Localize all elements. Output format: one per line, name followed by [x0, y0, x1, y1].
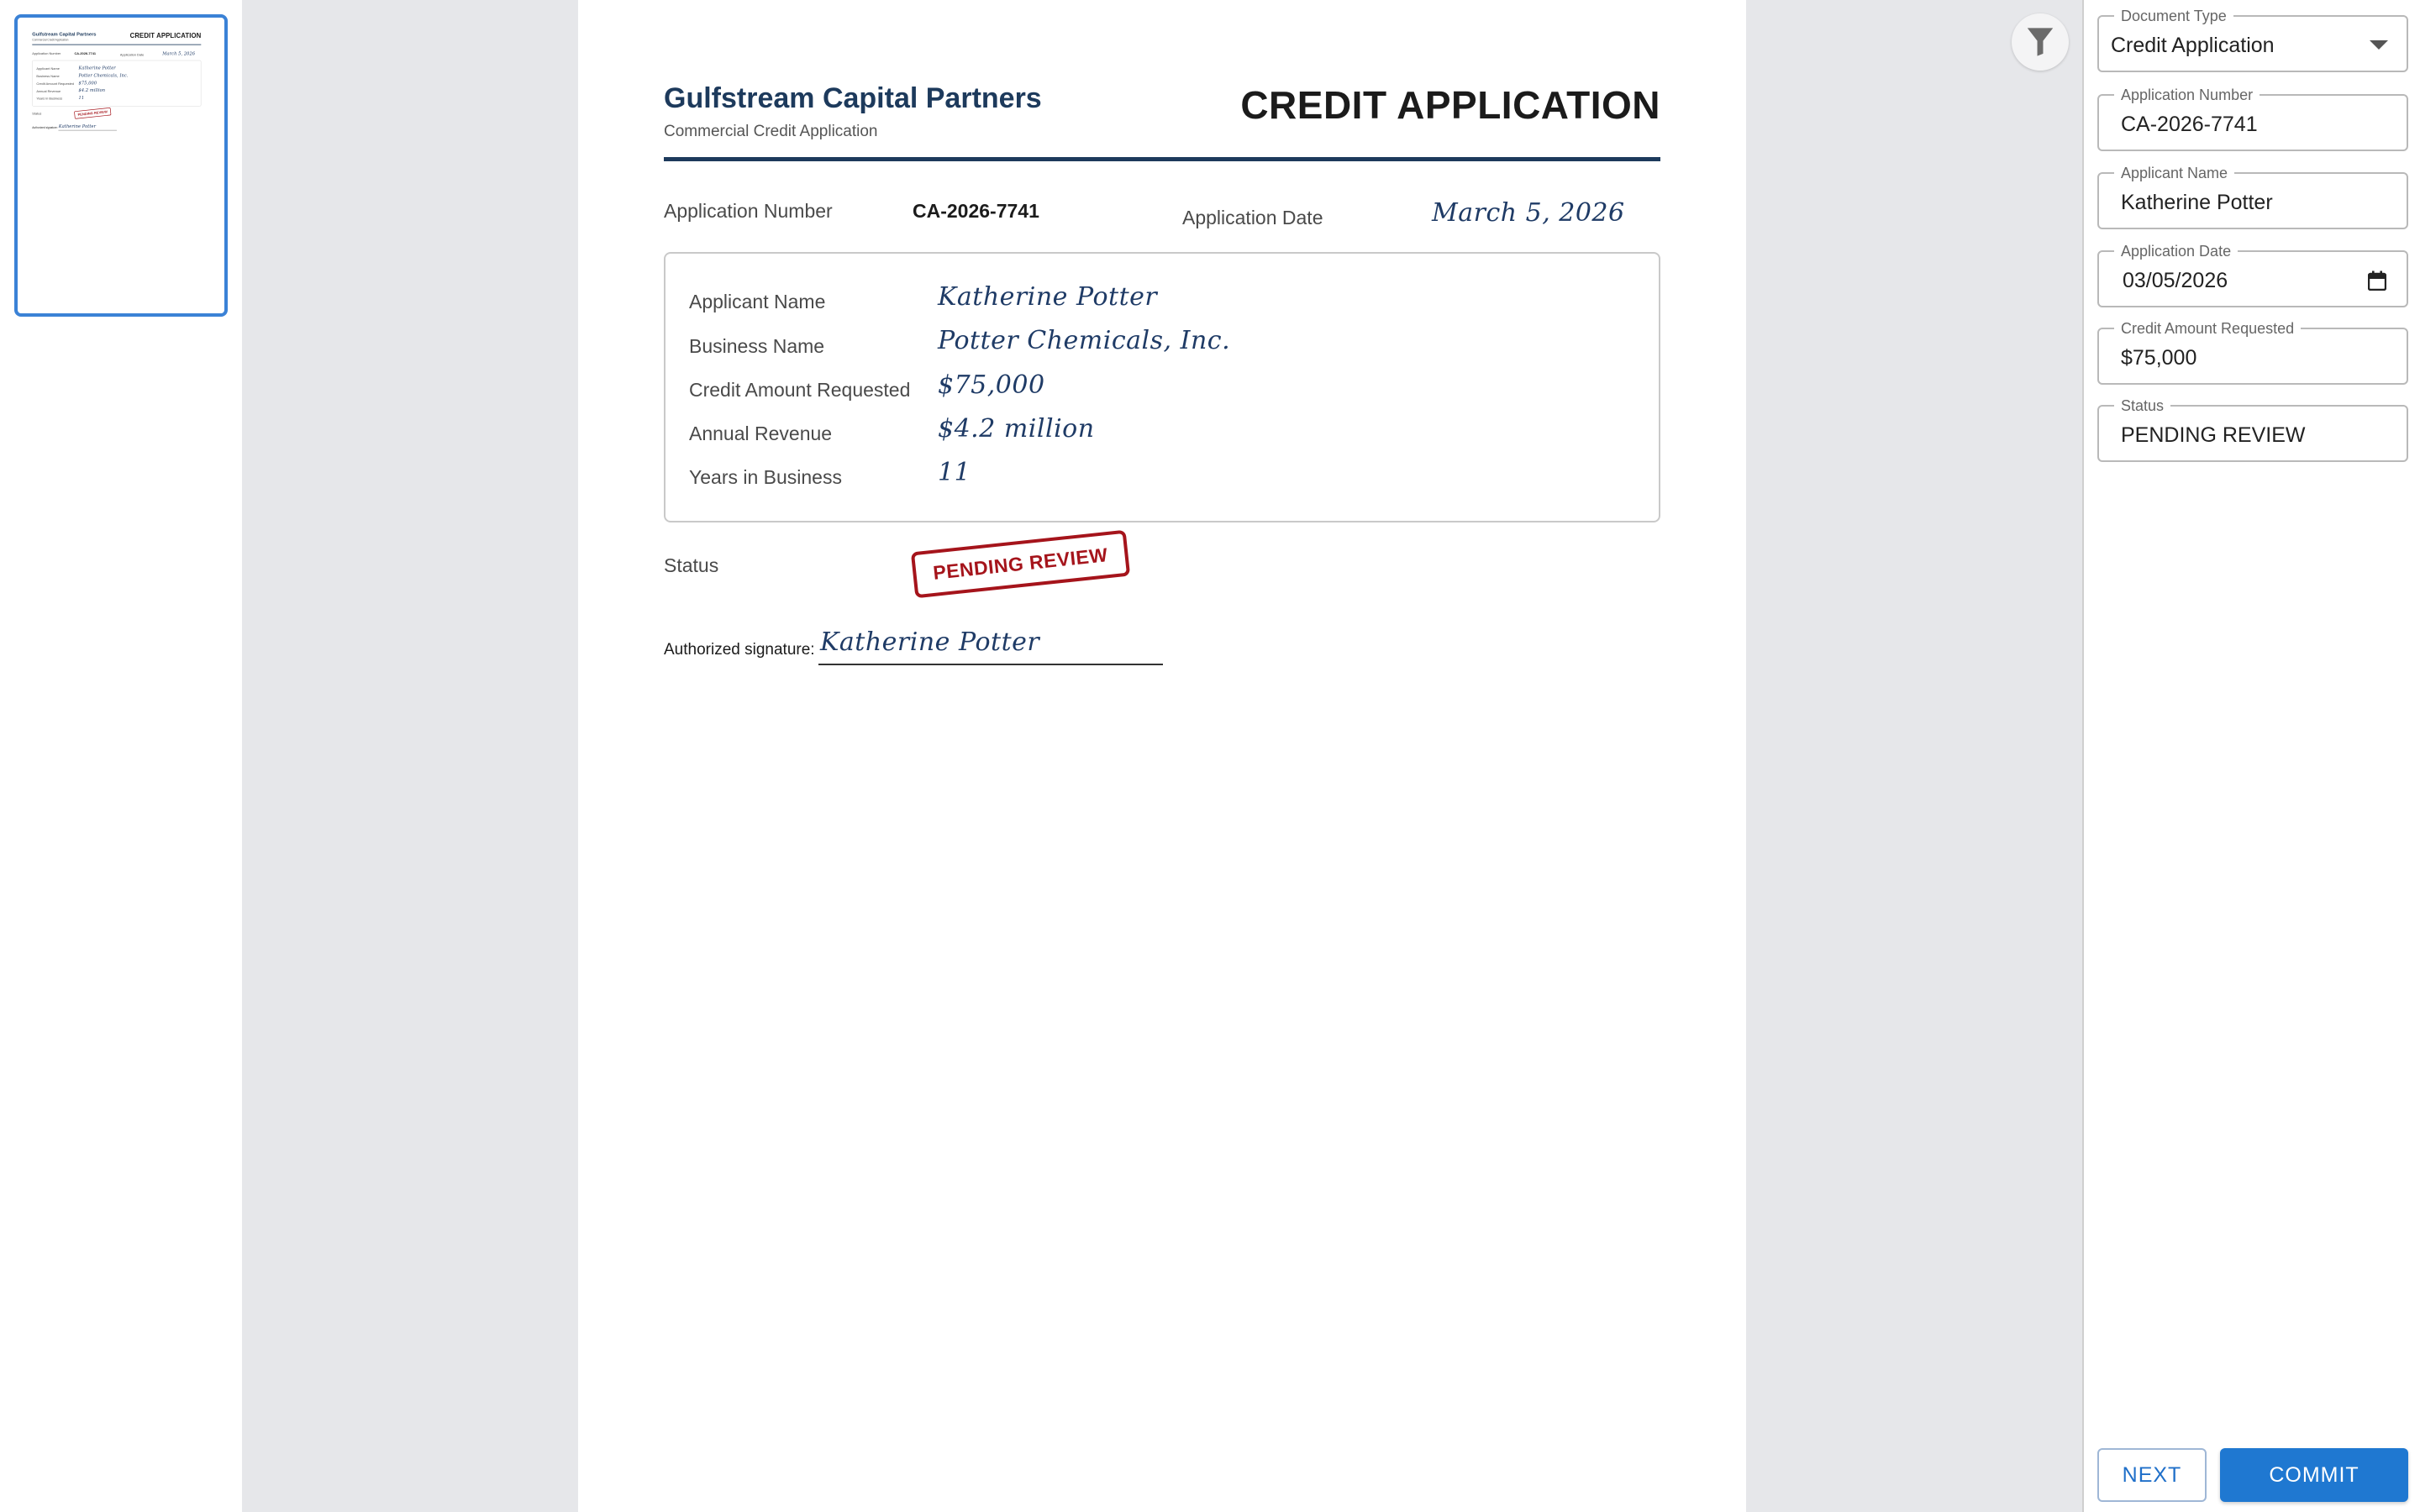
signature-line: [818, 664, 1163, 665]
thumbnail-document: [18, 18, 216, 274]
document-title: CREDIT APPLICATION: [1240, 83, 1660, 127]
application-number-value: CA-2026-7741: [913, 200, 1039, 222]
status-stamp: PENDING REVIEW: [911, 530, 1130, 599]
thumbnail-row-label: Annual Revenue: [36, 89, 61, 93]
applicant-name-value: Katherine Potter: [938, 282, 1158, 312]
signature-label: Authorized signature:: [664, 641, 815, 659]
application-date-label: Application Date: [1182, 207, 1323, 228]
applicant-name-label: Applicant Name: [689, 291, 826, 312]
thumbnail-title: CREDIT APPLICATION: [129, 31, 202, 39]
thumbnail-status-stamp: PENDING REVIEW: [74, 108, 111, 119]
page-thumbnail[interactable]: [14, 14, 228, 317]
application-number-field[interactable]: [2097, 87, 2408, 151]
thumbnail-company-name: Gulfstream Capital Partners: [32, 31, 97, 38]
thumbnail-row-label: Credit Amount Requested: [36, 81, 75, 86]
header-rule: [664, 157, 1660, 161]
thumbnail-subtitle: Commercial Credit Application: [32, 38, 69, 42]
chevron-down-icon: [2370, 40, 2388, 50]
status-field-value: PENDING REVIEW: [2121, 423, 2306, 447]
credit-amount-field[interactable]: [2097, 320, 2408, 385]
status-label: Status: [664, 554, 719, 576]
signature: Katherine Potter: [820, 627, 1040, 657]
thumbnail-row-label: Years in Business: [36, 97, 63, 101]
status-field[interactable]: [2097, 397, 2408, 462]
application-number-field-value: CA-2026-7741: [2121, 113, 2258, 136]
applicant-name-field-label: Applicant Name: [2114, 164, 2234, 182]
application-date-field-label: Application Date: [2114, 242, 2238, 260]
credit-amount-field-value: $75,000: [2121, 346, 2197, 370]
application-date-value: March 5, 2026: [1432, 198, 1625, 228]
thumbnail-row-value: 11: [78, 95, 85, 101]
thumbnail-details-box: [32, 60, 201, 107]
document-type-label: Document Type: [2114, 7, 2233, 25]
business-name-label: Business Name: [689, 335, 825, 357]
thumbnail-app-date-label: Application Date: [119, 52, 145, 57]
thumbnail-status-label: Status: [32, 111, 42, 116]
credit-amount-label: Credit Amount Requested: [689, 379, 911, 401]
thumbnail-page-preview: [18, 18, 216, 274]
document-subtitle: Commercial Credit Application: [664, 123, 878, 140]
credit-amount-field-label: Credit Amount Requested: [2114, 319, 2301, 338]
applicant-name-field-value: Katherine Potter: [2121, 191, 2273, 214]
applicant-name-field[interactable]: [2097, 165, 2408, 229]
application-number-field-label: Application Number: [2114, 86, 2260, 104]
thumbnail-app-date: March 5, 2026: [162, 51, 196, 56]
thumbnail-signature: Katherine Potter: [58, 123, 97, 129]
application-date-field-value: 03/05/2026: [2123, 269, 2228, 292]
thumbnail-row-value: Potter Chemicals, Inc.: [78, 72, 129, 78]
application-date-field[interactable]: [2097, 243, 2408, 307]
thumbnail-row-label: Business Name: [36, 74, 60, 79]
company-name: Gulfstream Capital Partners: [664, 82, 1042, 114]
thumbnail-signature-label: Authorized signature:: [32, 126, 58, 129]
application-number-label: Application Number: [664, 200, 833, 222]
document-type-value: Credit Application: [2111, 34, 2275, 57]
years-in-business-label: Years in Business: [689, 466, 842, 488]
thumbnail-app-number: CA-2026-7741: [74, 51, 97, 55]
thumbnail-row-value: $4.2 million: [78, 87, 106, 93]
thumbnail-rail: [0, 0, 242, 1512]
next-button[interactable]: NEXT: [2097, 1448, 2207, 1502]
annual-revenue-value: $4.2 million: [938, 414, 1095, 444]
status-field-label: Status: [2114, 396, 2170, 415]
thumbnail-row-label: Applicant Name: [36, 66, 60, 71]
commit-button[interactable]: COMMIT: [2220, 1448, 2408, 1502]
document-type-select[interactable]: [2097, 8, 2408, 72]
years-in-business-value: 11: [938, 458, 971, 487]
document-page: [578, 0, 1746, 1512]
business-name-value: Potter Chemicals, Inc.: [938, 326, 1231, 355]
calendar-icon[interactable]: [2368, 270, 2386, 291]
annual-revenue-label: Annual Revenue: [689, 423, 833, 444]
thumbnail-row-value: Katherine Potter: [78, 65, 116, 71]
filter-button[interactable]: [2012, 13, 2069, 71]
document-viewer[interactable]: [242, 0, 2082, 1512]
extraction-panel: [2082, 0, 2420, 1512]
credit-amount-value: $75,000: [938, 370, 1045, 400]
applicant-details-box: [664, 252, 1660, 522]
credit-application-document: [578, 0, 1746, 1512]
thumbnail-app-number-label: Application Number: [32, 51, 61, 55]
filter-icon: [2026, 27, 2054, 57]
thumbnail-row-value: $75,000: [78, 80, 97, 86]
